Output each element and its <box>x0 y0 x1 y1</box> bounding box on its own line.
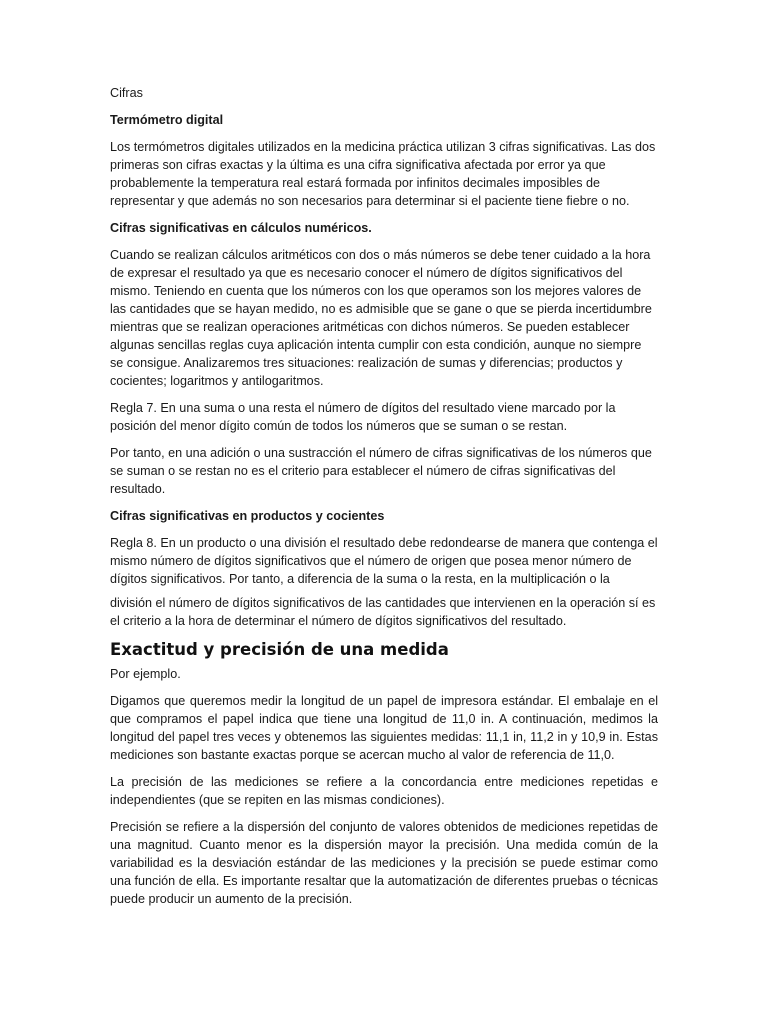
paragraph-precision-mediciones: La precisión de las mediciones se refiere a la concordancia entre mediciones repetidas e independientes (que se repiten en las mismas condiciones). <box>110 775 658 807</box>
section-heading-termometro: Termómetro digital <box>110 113 224 127</box>
paragraph-ejemplo-papel: Digamos que queremos medir la longitud de un papel de impresora estándar. El embalaje en el que compramos el papel indica que tiene una longitud de 11,0 in. A continuación, medimos la longitud del papel tres veces y obtenemos las siguientes medidas: 11,1 in, 11,2 in y 10,9 in. Estas mediciones son bastante exactas porque se acercan mucho al valor de referencia de 11,0. <box>110 694 658 762</box>
section-heading-calculos: Cifras significativas en cálculos numéricos. <box>110 221 372 235</box>
paragraph-termometro: Los termómetros digitales utilizados en la medicina práctica utilizan 3 cifras significativas. Las dos primeras son cifras exactas y la última es una cifra significativa afectada por error ya que probablemente la temperatura real estará formada por infinitos decimales imposibles de representar y que además no son necesarios para determinar si el paciente tiene fiebre o no. <box>110 140 656 208</box>
section-heading-exactitud: Exactitud y precisión de una medida <box>110 640 449 659</box>
paragraph-regla-7: Regla 7. En una suma o una resta el número de dígitos del resultado viene marcado por la posición del menor dígito común de todos los números que se suman o se restan. <box>110 401 616 433</box>
paragraph-adicion: Por tanto, en una adición o una sustracción el número de cifras significativas de los números que se suman o se restan no es el criterio para establecer el número de cifras significativas del resultado. <box>110 446 652 496</box>
document-label: Cifras <box>110 86 143 100</box>
paragraph-division: división el número de dígitos significativos de las cantidades que intervienen en la operación sí es el criterio a la hora de determinar el número de dígitos significativos del resultado. <box>110 596 656 628</box>
paragraph-calculos: Cuando se realizan cálculos aritméticos con dos o más números se debe tener cuidado a la hora de expresar el resultado ya que es necesario conocer el número de dígitos significativos del mismo. Teniendo en cuenta que los números con los que operamos son los mejores valores de las cantidades que se hayan medido, no es admisible que se gane o que se pierda incertidumbre mientras que se realizan operaciones aritméticas con dichos números. Se pueden establecer algunas sencillas reglas cuya aplicación intenta cumplir con esta condición, aunque no siempre se consigue. Analizaremos tres situaciones: realización de sumas y diferencias; productos y cocientes; logaritmos y antilogaritmos. <box>110 248 652 388</box>
paragraph-por-ejemplo: Por ejemplo. <box>110 667 181 681</box>
section-heading-productos: Cifras significativas en productos y cocientes <box>110 509 385 523</box>
paragraph-precision-dispersion: Precisión se refiere a la dispersión del conjunto de valores obtenidos de mediciones repetidas de una magnitud. Cuanto menor es la dispersión mayor la precisión. Una medida común de la variabilidad es la desviación estándar de las mediciones y la precisión se puede estimar como una función de ella. Es importante resaltar que la automatización de diferentes pruebas o técnicas puede producir un aumento de la precisión. <box>110 820 658 906</box>
paragraph-regla-8: Regla 8. En un producto o una división el resultado debe redondearse de manera que contenga el mismo número de dígitos significativos que el número de origen que posea menor número de dígitos significativos. Por tanto, a diferencia de la suma o la resta, en la multiplicación o la <box>110 536 658 586</box>
document-page <box>110 84 658 917</box>
